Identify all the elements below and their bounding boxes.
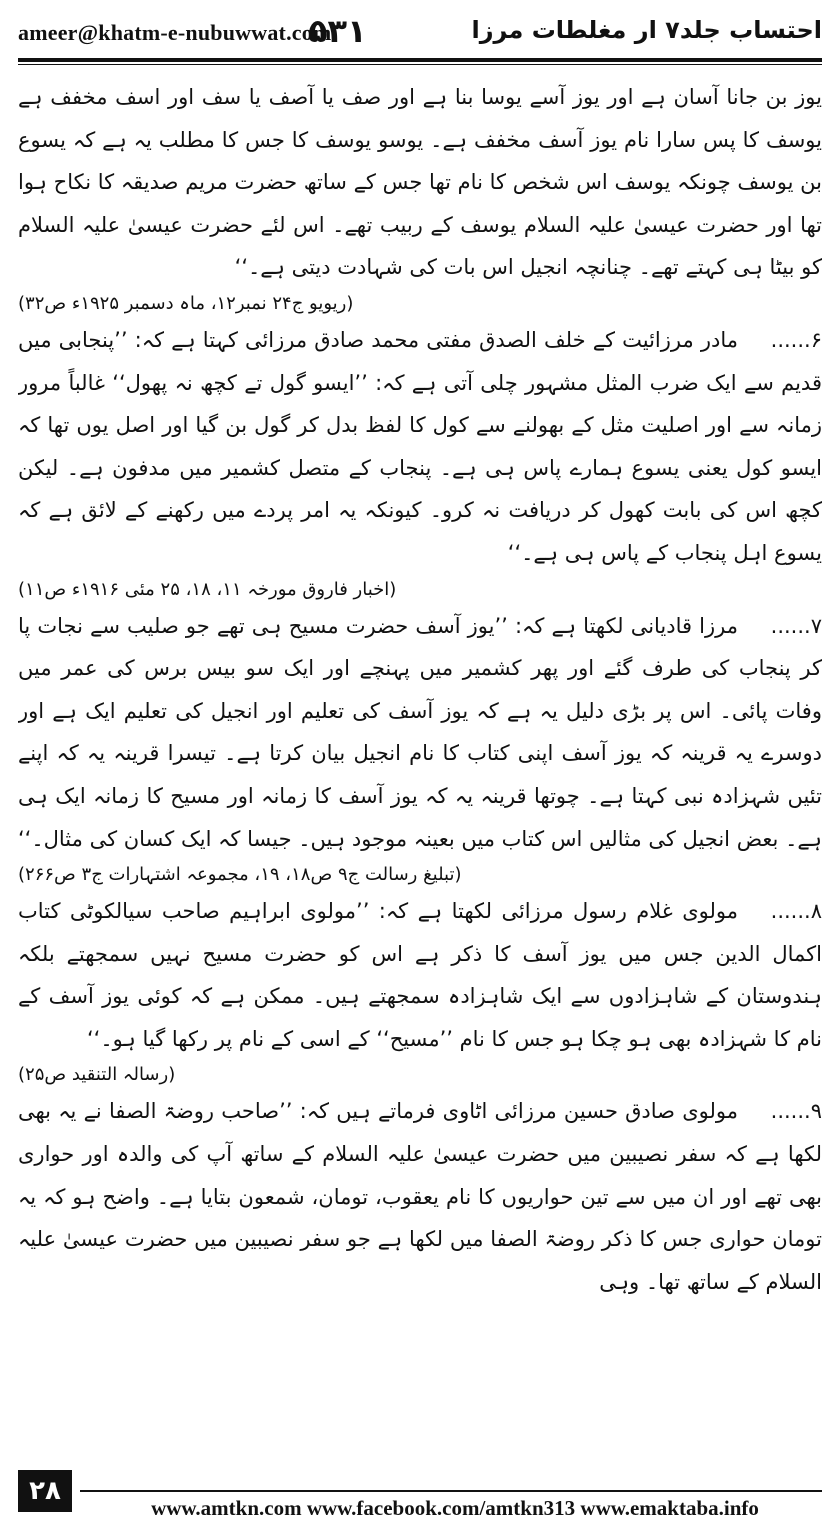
header-email: ameer@khatm-e-nubuwwat.com — [18, 20, 332, 45]
header-page-number: ۵۳۱ — [308, 12, 367, 50]
citation-7: (تبلیغ رسالت ج۹ ص۱۸، ۱۹، مجموعہ اشتہارات ج۳ ص۲۶۶) — [18, 864, 462, 886]
paragraph-7 — [18, 605, 822, 861]
paragraph-9 — [18, 1090, 822, 1303]
header-divider — [18, 58, 822, 65]
footer-page-box: ۲۸ — [18, 1470, 72, 1512]
paragraph-6 — [18, 319, 822, 575]
paragraph-6-text: مادر مرزائیت کے خلف الصدق مفتی محمد صادق مرزائی کہتا ہے کہ: ’’پنجابی میں قدیم سے ایک ضرب المثل مشہور چلی آتی ہے کہ: ’’ایسو گول تے کچھ نہ پھول‘‘ غالباً مرور زمانہ سے اور اصلیت مثل کے بھولنے سے کول کا لفظ بدل کر گول بن گیا اور اصل یوں تھا کہ ایسو کول یعنی یسوع ہمارے پاس ہی ہے۔ پنجاب کے متصل کشمیر میں مدفون ہے۔ لیکن کچھ اس کی بابت کھول کر دریافت نہ کرو۔ کیونکہ یہ امر پردے میں رکھنے کے لائق ہے کہ یسوع اہل پنجاب کے پاس ہی ہے۔‘‘ — [18, 327, 822, 565]
paragraph-1 — [18, 76, 822, 289]
paragraph-8-text: مولوی غلام رسول مرزائی لکھتا ہے کہ: ’’مولوی ابراہیم صاحب سیالکوٹی کتاب اکمال الدین جس میں یوز آسف کا ذکر ہے اس کو حضرت مسیح نہیں سمجھتے بلکہ ہندوستان کے شاہزادوں سے ایک شاہزادہ سمجھتے ہیں۔ ممکن ہے کہ کوئی یوز آسف کے نام کا شہزادہ بھی ہو چکا ہو جس کا نام ’’مسیح‘‘ کے اسی کے نام پر رکھا گیا ہو۔‘‘ — [18, 899, 822, 1051]
footer-links: www.amtkn.com www.facebook.com/amtkn313 www.emaktaba.info — [151, 1496, 759, 1520]
citation-6: (اخبار فاروق مورخہ ۱۱، ۱۸، ۲۵ مئی ۱۹۱۶ء ص۱۱) — [18, 578, 397, 600]
paragraph-1-text: یوز بن جانا آسان ہے اور یوز آسے یوسا بنا ہے اور صف یا آصف یا سف اور اسف مخفف ہے یوسف کا پس سارا نام یوز آسف مخفف ہے۔ یوسو یوسف کا جس کا مطلب یہ ہے کہ یسوع بن یوسف چونکہ یوسف اس شخص کا نام تھا جس کے ساتھ حضرت مریم صدیقہ کا نکاح ہوا تھا اور حضرت عیسیٰ علیہ السلام یوسف کے ربیب تھے۔ اس لئے حضرت عیسیٰ علیہ السلام کو بیٹا ہی کہتے تھے۔ چنانچہ انجیل اس بات کی شہادت دیتی ہے۔‘‘ — [18, 85, 822, 280]
item-number-8: ۸...... — [770, 899, 822, 924]
paragraph-9-text: مولوی صادق حسین مرزائی اٹاوی فرماتے ہیں کہ: ’’صاحب روضۃ الصفا نے یہ بھی لکھا ہے کہ سفر نصیبین میں حضرت عیسیٰ علیہ السلام کے ساتھ آپ کی والدہ اور حواری بھی تھے اور ان میں سے تین حواریوں کا نام یعقوب، تومان، شمعون بتایا ہے۔ واضح ہو کہ یہ تومان حواری جس کا ذکر روضۃ الصفا میں لکھا ہے جو سفر نصیبین میں حضرت عیسیٰ علیہ السلام کے ساتھ تھا۔ وہی — [18, 1099, 822, 1294]
item-number-6: ۶...... — [770, 327, 822, 352]
item-number-9: ۹...... — [770, 1099, 822, 1124]
page-footer — [18, 1476, 822, 1530]
paragraph-7-text: مرزا قادیانی لکھتا ہے کہ: ’’یوز آسف حضرت مسیح ہی تھے جو صلیب سے نجات پا کر پنجاب کی طرف گئے اور پھر کشمیر میں پہنچے اور ایک سو بیس برس کی عمر میں وفات پائی۔ اس پر بڑی دلیل یہ ہے کہ یوز آسف کی تعلیم اور انجیل کی تعلیم ایک ہے اور دوسرے یہ قرینہ کہ یوز آسف اپنی کتاب کا نام انجیل بیان کرتا ہے۔ تیسرا قرینہ یہ کہ اپنے تئیں شہزادہ نبی کہتا ہے۔ چوتھا قرینہ یہ کہ یوز آسف کا زمانہ اور مسیح کا زمانہ ایک ہی ہے۔ بعض انجیل کی مثالیں اس کتاب میں بعینہ موجود ہیں۔ جیسا کہ ایک کسان کی مثال۔‘‘ — [18, 613, 822, 851]
paragraph-8 — [18, 890, 822, 1060]
citation-8: (رسالہ التنقید ص۲۵) — [18, 1064, 176, 1086]
page-header — [18, 10, 822, 56]
footer-divider — [80, 1490, 822, 1492]
header-book-title: احتساب جلد۷ ار مغلطات مرزا — [471, 16, 822, 44]
page-body — [18, 76, 822, 1466]
citation-1: (ریویو ج۲۴ نمبر۱۲، ماہ دسمبر ۱۹۲۵ء ص۳۲) — [18, 292, 354, 314]
item-number-7: ۷...... — [770, 613, 822, 638]
